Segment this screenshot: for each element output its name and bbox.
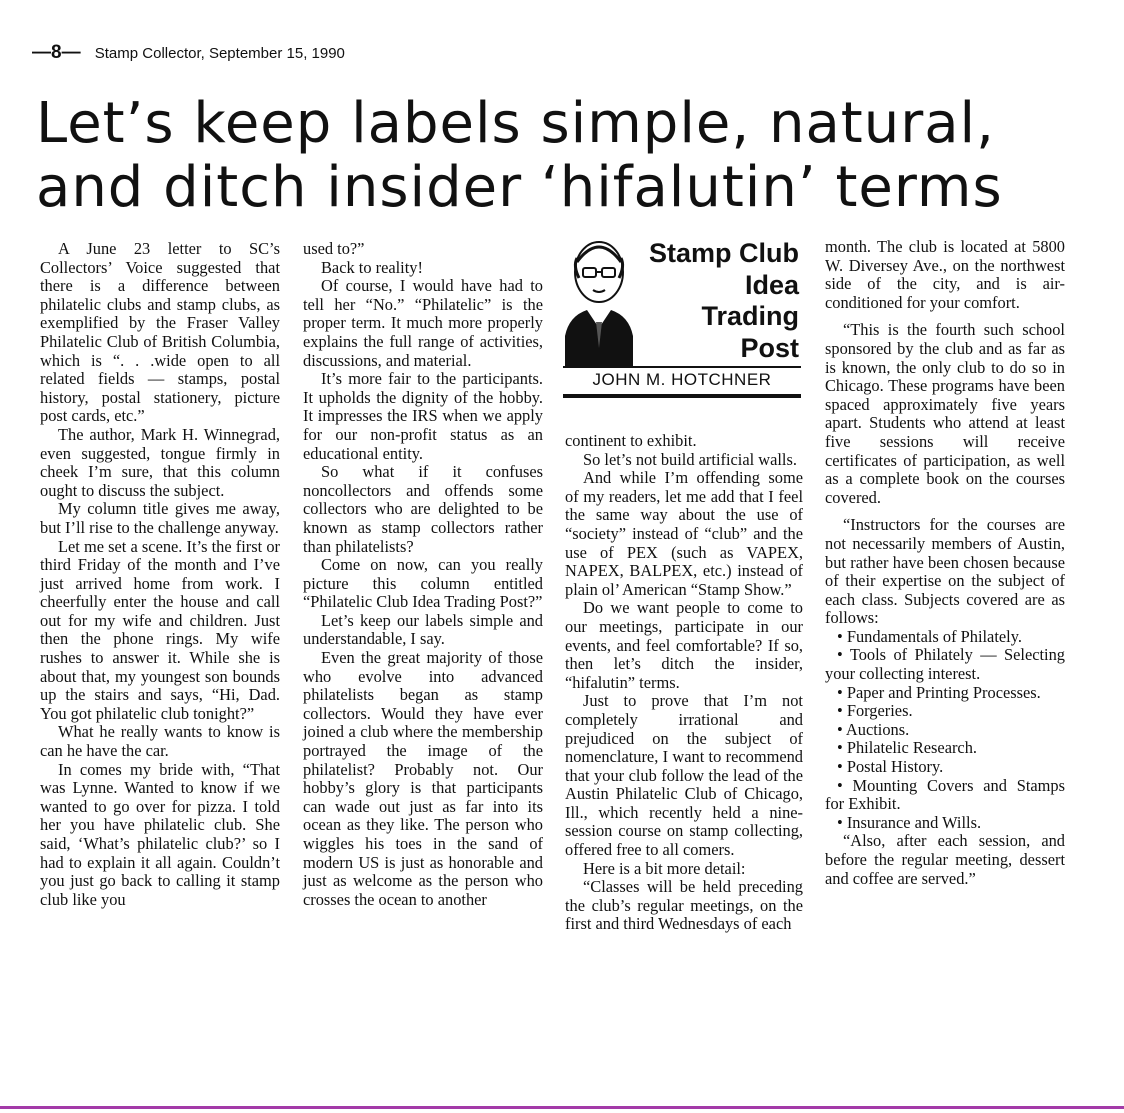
paragraph: Even the great majority of those who evolve into advanced philatelists began as stamp collectors. Would they have ever joined a club where the membership portrayed the image of the philatelist? Probably not. Our hobby’s glory is that participants can wade out just as far into its ocean as they like. The person who wiggles his toes in the sand of modern US is just as honorable and just as welcome as the person who crosses the ocean to another bbox=[303, 648, 543, 909]
paragraph: “Classes will be held preceding the club’s regular meetings, on the first and third Wednesdays of each bbox=[565, 877, 803, 934]
list-item: • Insurance and Wills. bbox=[837, 812, 982, 832]
list-item: • Auctions. bbox=[837, 719, 910, 739]
paragraph: In comes my bride with, “That was Lynne. Wanted to know if we wanted to go over for pizza. I told her you have philatelic club. She said, ‘What’s philatelic club?’ so I had to explain it all again. Couldn’t you just go back to calling it stamp club like you bbox=[40, 759, 280, 909]
paragraph: And while I’m offending some of my readers, let me add that I feel the same way about the use of “society” instead of “club” and the use of PEX (such as VAPEX, NAPEX, BALPEX, etc.) instead of plain ol’ American “Stamp Show.” bbox=[565, 468, 803, 599]
paragraph: My column title gives me away, but I’ll rise to the challenge anyway. bbox=[40, 499, 280, 537]
paragraph: So what if it confuses noncollectors and offends some collectors who are delighted to be known as stamp collectors rather than philatelists? bbox=[303, 462, 543, 556]
column-logo bbox=[563, 232, 803, 400]
paragraph: Here is a bit more detail: bbox=[583, 858, 746, 878]
list-item: • Fundamentals of Philately. bbox=[837, 626, 1022, 646]
paragraph: “Instructors for the courses are not necessarily members of Austin, but rather have been chosen because of their expertise on the subject of each class. Subjects covered are as follows: bbox=[825, 515, 1065, 628]
logo-rule-bottom bbox=[563, 394, 801, 398]
paragraph: The author, Mark H. Winnegrad, even suggested, tongue firmly in cheek I’m sure, that this column ought to discuss the subject. bbox=[40, 424, 280, 500]
paragraph: What he really wants to know is can he have the car. bbox=[40, 722, 280, 761]
running-header bbox=[32, 42, 345, 64]
logo-title-line: Stamp Club bbox=[648, 238, 799, 268]
article-column-4 bbox=[825, 238, 1065, 888]
list-item: • Forgeries. bbox=[837, 701, 913, 721]
paragraph: used to?” bbox=[303, 239, 365, 258]
headline-line-1: Let’s keep labels simple, natural, bbox=[36, 91, 995, 156]
list-item: • Philatelic Research. bbox=[837, 738, 978, 758]
paragraph: Do we want people to come to our meetings, participate in our events, and feel comfortable? If so, then let’s ditch the insider, “hifalutin” terms. bbox=[565, 598, 803, 692]
headline bbox=[36, 92, 1096, 220]
list-item: • Paper and Printing Processes. bbox=[837, 682, 1041, 702]
paragraph: It’s more fair to the participants. It upholds the dignity of the hobby. It impresses the IRS when we apply for our non-profit status as an educational entity. bbox=[303, 369, 543, 463]
logo-title-line: Idea bbox=[744, 269, 799, 300]
paragraph: Just to prove that I’m not completely irrational and prejudiced on the subject of nomenclature, I want to recommend that your club follow the lead of the Austin Philatelic Club of Chicago, Ill., which recently held a nine-session course on stamp collecting, offered free to all comers. bbox=[565, 691, 803, 860]
publication-line: Stamp Collector, September 15, 1990 bbox=[94, 45, 345, 62]
paragraph: “This is the fourth such school sponsored by the club and as far as is known, the only club to do so in Chicago. These programs have been spaced approximately five years apart. Students who attend at least five sessions will receive certificates of participation, as well as a complete book on the courses covered. bbox=[825, 320, 1065, 507]
list-item: • Postal History. bbox=[837, 757, 944, 777]
headline-line-2: and ditch insider ‘hifalutin’ terms bbox=[36, 155, 1003, 220]
paragraph: Let me set a scene. It’s the first or third Friday of the month and I’ve just arrived home from work. I cheerfully enter the house and call out for my wife and children. Just then the phone rings. My wife rushes to answer it. While she is about that, my youngest son bounds up the stairs and says, “Hi, Dad. You got philatelic club tonight?” bbox=[40, 536, 280, 723]
article-column-1 bbox=[40, 240, 280, 909]
paragraph: month. The club is located at 5800 W. Diversey Ave., on the northwest side of the city, and is air-conditioned for your comfort. bbox=[825, 237, 1065, 312]
paragraph: “Also, after each session, and before the regular meeting, dessert and coffee are served.” bbox=[825, 831, 1065, 888]
page-edge-line bbox=[0, 1106, 1124, 1109]
paragraph: Back to reality! bbox=[321, 257, 423, 277]
byline: JOHN M. HOTCHNER bbox=[592, 370, 772, 389]
paragraph: Of course, I would have had to tell her “No.” “Philatelic” is the proper term. It much more properly explains the full range of activities, discussions, and material. bbox=[303, 276, 543, 370]
logo-rule-top bbox=[563, 366, 801, 368]
paragraph: A June 23 letter to SC’s Collectors’ Voice suggested that there is a difference between philatelic clubs and stamp clubs, as exemplified by the Fraser Valley Philatelic Club of British Columbia, which is “. . .wide open to all related fields — stamps, postal history, postal stationery, picture post cards, etc.” bbox=[40, 239, 280, 426]
article-column-3 bbox=[565, 432, 803, 934]
paragraph: Come on now, can you really picture this column entitled “Philatelic Club Idea Trading Post?” bbox=[303, 555, 543, 612]
list-item: • Mounting Covers and Stamps for Exhibit. bbox=[825, 775, 1065, 814]
author-portrait-icon bbox=[563, 232, 635, 366]
article-column-2 bbox=[303, 240, 543, 909]
page-number: —8— bbox=[32, 42, 81, 63]
logo-title-line: Trading bbox=[701, 301, 799, 331]
paragraph: Let’s keep our labels simple and understandable, I say. bbox=[303, 610, 543, 649]
paragraph: So let’s not build artificial walls. bbox=[583, 449, 797, 469]
column-logo-title bbox=[649, 238, 799, 364]
paragraph: continent to exhibit. bbox=[565, 431, 697, 450]
list-item: • Tools of Philately — Selecting your collecting interest. bbox=[825, 645, 1065, 684]
logo-title-line: Post bbox=[740, 332, 799, 363]
